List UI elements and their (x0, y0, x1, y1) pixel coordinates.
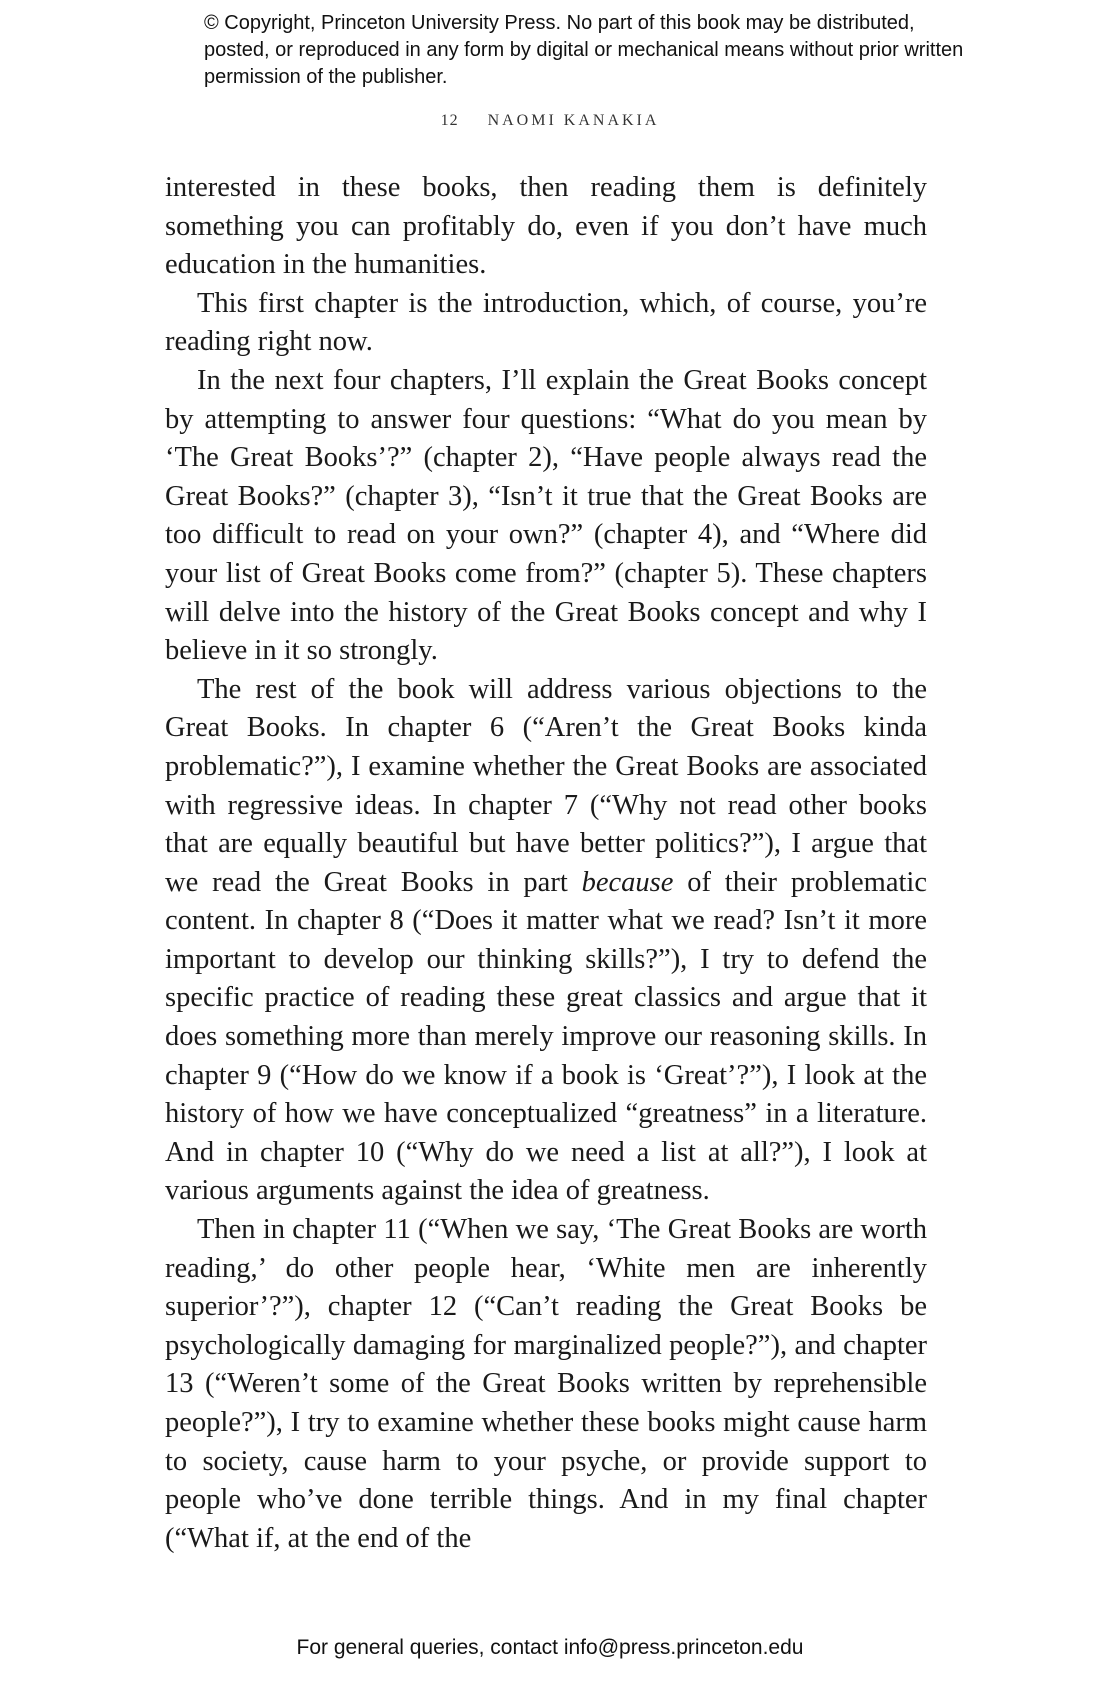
paragraph: Then in chapter 11 (“When we say, ‘The Great Books are worth reading,’ do other people hear, ‘White men are inherently superior’?”), chapter 12 (“Can’t reading the Great Books be psychologically damaging for marginalized people?”), and chapter 13 (“Weren’t some of the Great Books written by reprehensible people?”), I try to examine whether these books might cause harm to society, cause harm to your psyche, or provide support to people who’ve done terrible things. And in my final chapter (“What if, at the end of the (165, 1214, 927, 1554)
running-head (0, 112, 1100, 130)
footer-contact: For general queries, contact info@press.princeton.edu (296, 1636, 804, 1659)
body-text (165, 169, 927, 1558)
paragraph: This first chapter is the introduction, which, of course, you’re reading right now. (165, 287, 927, 358)
emphasis-text: because (581, 866, 674, 898)
paragraph-text: The rest of the book will address various objections to the Great Books. In chapter 6 (“Aren’t the Great Books kinda problematic?”), I examine whether the Great Books are associated with regressive ideas. In chapter 7 (“Why not read other books that are equally beautiful but have better politics?”), I argue that we read the Great Books in part (165, 673, 927, 898)
copyright-notice: © Copyright, Princeton University Press. No part of this book may be distributed, posted, or reproduced in any form by digital or mechanical means without prior written permission of the publisher. (204, 12, 964, 88)
paragraph: In the next four chapters, I’ll explain the Great Books concept by attempting to answer four questions: “What do you mean by ‘The Great Books’?” (chapter 2), “Have people always read the Great Books?” (chapter 3), “Isn’t it true that the Great Books are too difficult to read on your own?” (chapter 4), and “Where did your list of Great Books come from?” (chapter 5). These chapters will delve into the history of the Great Books concept and why I believe in it so strongly. (165, 364, 927, 667)
page-number: 12 (440, 112, 459, 129)
paragraph-text: of their problematic content. In chapter 8 (“Does it matter what we read? Isn’t it more important to develop our thinking skills?”), I try to defend the specific practice of reading these great classics and argue that it does something more than merely improve our reasoning skills. In chapter 9 (“How do we know if a book is ‘Great’?”), I look at the history of how we have conceptualized “greatness” in a literature. And in chapter 10 (“Why do we need a list at all?”), I look at various arguments against the idea of greatness. (165, 866, 927, 1207)
paragraph-continued: interested in these books, then reading them is definitely something you can profitably do, even if you don’t have much education in the humanities. (165, 172, 927, 281)
paragraph (165, 671, 927, 1211)
running-head-author: NAOMI KANAKIA (487, 112, 660, 129)
